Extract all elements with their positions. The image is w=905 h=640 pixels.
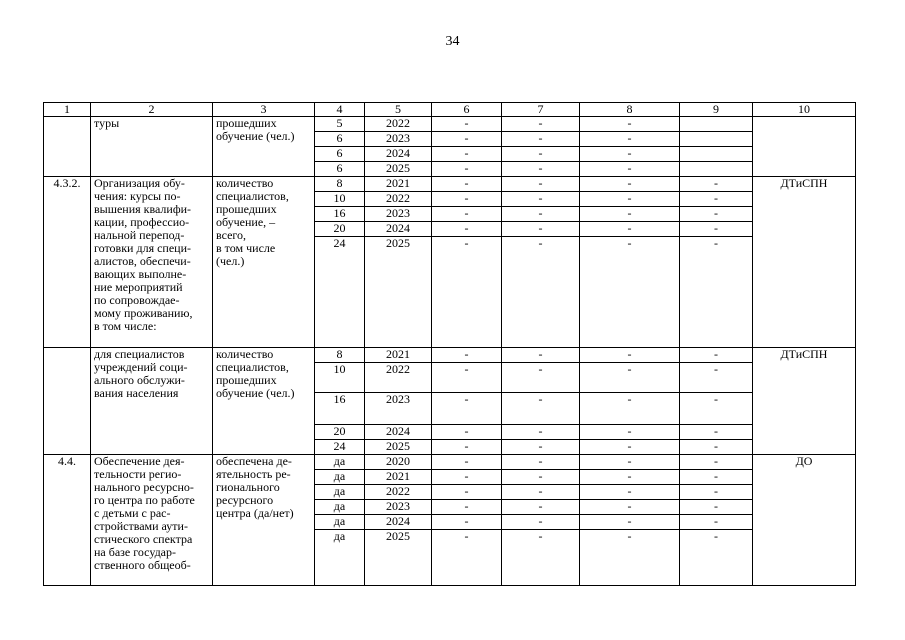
col7-cell: - xyxy=(502,222,580,237)
year-cell: 2021 xyxy=(365,348,432,363)
col6-cell: - xyxy=(432,222,502,237)
col8-cell: - xyxy=(580,117,680,132)
col9-cell: - xyxy=(680,222,753,237)
col7-cell: - xyxy=(502,440,580,455)
col6-cell: - xyxy=(432,117,502,132)
page-number: 34 xyxy=(445,34,460,49)
col9-cell: - xyxy=(680,348,753,363)
responsible-cell: ДТиСПН xyxy=(753,177,856,348)
col6-cell: - xyxy=(432,425,502,440)
header-cell: 2 xyxy=(91,103,213,117)
col9-cell: - xyxy=(680,177,753,192)
col9-cell xyxy=(680,117,753,132)
item-number-cell: 4.3.2. xyxy=(44,177,91,348)
col8-cell: - xyxy=(580,500,680,515)
col7-cell: - xyxy=(502,363,580,393)
col9-cell: - xyxy=(680,455,753,470)
table-row xyxy=(44,117,856,132)
year-cell: 2022 xyxy=(365,117,432,132)
col9-cell: - xyxy=(680,530,753,586)
col9-cell: - xyxy=(680,207,753,222)
value-cell: 6 xyxy=(315,132,365,147)
header-cell: 7 xyxy=(502,103,580,117)
col8-cell: - xyxy=(580,440,680,455)
value-cell: да xyxy=(315,485,365,500)
header-cell: 10 xyxy=(753,103,856,117)
col6-cell: - xyxy=(432,455,502,470)
col6-cell: - xyxy=(432,162,502,177)
header-cell: 3 xyxy=(213,103,315,117)
col9-cell: - xyxy=(680,393,753,425)
indicator-cell: количество специалистов, прошедших обучение (чел.) xyxy=(213,348,315,455)
year-cell: 2021 xyxy=(365,177,432,192)
col9-cell: - xyxy=(680,515,753,530)
header-cell: 5 xyxy=(365,103,432,117)
year-cell: 2025 xyxy=(365,237,432,348)
measure-name-cell: туры xyxy=(91,117,213,177)
header-cell: 9 xyxy=(680,103,753,117)
year-cell: 2022 xyxy=(365,485,432,500)
col6-cell: - xyxy=(432,530,502,586)
year-cell: 2023 xyxy=(365,500,432,515)
col8-cell: - xyxy=(580,162,680,177)
year-cell: 2022 xyxy=(365,363,432,393)
table-row xyxy=(44,177,856,192)
year-cell: 2024 xyxy=(365,425,432,440)
col6-cell: - xyxy=(432,515,502,530)
col8-cell: - xyxy=(580,147,680,162)
col6-cell: - xyxy=(432,147,502,162)
col8-cell: - xyxy=(580,425,680,440)
col9-cell xyxy=(680,147,753,162)
table-row xyxy=(44,348,856,363)
col7-cell: - xyxy=(502,515,580,530)
col8-cell: - xyxy=(580,515,680,530)
col9-cell: - xyxy=(680,363,753,393)
value-cell: 5 xyxy=(315,117,365,132)
header-cell: 6 xyxy=(432,103,502,117)
col7-cell: - xyxy=(502,207,580,222)
col8-cell: - xyxy=(580,192,680,207)
value-cell: да xyxy=(315,530,365,586)
col7-cell: - xyxy=(502,147,580,162)
value-cell: 16 xyxy=(315,207,365,222)
year-cell: 2025 xyxy=(365,530,432,586)
year-cell: 2023 xyxy=(365,132,432,147)
header-cell: 1 xyxy=(44,103,91,117)
value-cell: 20 xyxy=(315,425,365,440)
col8-cell: - xyxy=(580,470,680,485)
indicator-cell: количество специалистов, прошедших обучение, – всего, в том числе (чел.) xyxy=(213,177,315,348)
col7-cell: - xyxy=(502,237,580,348)
col8-cell: - xyxy=(580,177,680,192)
measure-name-cell: Организация обу- чения: курсы по- вышения квалифи- кации, профессио- нальной перепод- готовки для специ- алистов, обеспечи- вающих выполне- ние мероприятий по сопровождае- мому проживанию, в том числе: xyxy=(91,177,213,348)
col8-cell: - xyxy=(580,530,680,586)
col6-cell: - xyxy=(432,470,502,485)
col6-cell: - xyxy=(432,500,502,515)
col9-cell: - xyxy=(680,237,753,348)
col7-cell: - xyxy=(502,455,580,470)
col7-cell: - xyxy=(502,485,580,500)
col8-cell: - xyxy=(580,455,680,470)
col6-cell: - xyxy=(432,192,502,207)
value-cell: 10 xyxy=(315,363,365,393)
col7-cell: - xyxy=(502,530,580,586)
col8-cell: - xyxy=(580,485,680,500)
col8-cell: - xyxy=(580,393,680,425)
col9-cell: - xyxy=(680,470,753,485)
value-cell: да xyxy=(315,470,365,485)
value-cell: 6 xyxy=(315,162,365,177)
year-cell: 2024 xyxy=(365,222,432,237)
column-number-row xyxy=(44,103,856,117)
measure-name-cell: для специалистов учреждений соци- ального обслужи- вания населения xyxy=(91,348,213,455)
value-cell: да xyxy=(315,515,365,530)
value-cell: 16 xyxy=(315,393,365,425)
year-cell: 2023 xyxy=(365,207,432,222)
col7-cell: - xyxy=(502,393,580,425)
indicator-cell: прошедших обучение (чел.) xyxy=(213,117,315,177)
col9-cell: - xyxy=(680,192,753,207)
col8-cell: - xyxy=(580,363,680,393)
value-cell: 6 xyxy=(315,147,365,162)
col6-cell: - xyxy=(432,132,502,147)
responsible-cell: ДО xyxy=(753,455,856,586)
col9-cell: - xyxy=(680,500,753,515)
plan-table xyxy=(43,102,856,586)
value-cell: 10 xyxy=(315,192,365,207)
col6-cell: - xyxy=(432,348,502,363)
col8-cell: - xyxy=(580,222,680,237)
col7-cell: - xyxy=(502,132,580,147)
year-cell: 2021 xyxy=(365,470,432,485)
year-cell: 2020 xyxy=(365,455,432,470)
year-cell: 2024 xyxy=(365,515,432,530)
header-cell: 4 xyxy=(315,103,365,117)
col8-cell: - xyxy=(580,207,680,222)
col7-cell: - xyxy=(502,162,580,177)
col7-cell: - xyxy=(502,117,580,132)
col6-cell: - xyxy=(432,440,502,455)
value-cell: 20 xyxy=(315,222,365,237)
value-cell: 24 xyxy=(315,237,365,348)
measure-name-cell: Обеспечение дея- тельности регио- нального ресурсно- го центра по работе с детьми с рас- стройствами аути- стического спектра на базе государ- ственного общеоб- xyxy=(91,455,213,586)
col6-cell: - xyxy=(432,207,502,222)
value-cell: 8 xyxy=(315,177,365,192)
col7-cell: - xyxy=(502,425,580,440)
item-number-cell xyxy=(44,348,91,455)
col9-cell: - xyxy=(680,440,753,455)
year-cell: 2024 xyxy=(365,147,432,162)
col6-cell: - xyxy=(432,177,502,192)
value-cell: да xyxy=(315,500,365,515)
col8-cell: - xyxy=(580,132,680,147)
value-cell: 8 xyxy=(315,348,365,363)
col9-cell xyxy=(680,132,753,147)
col8-cell: - xyxy=(580,348,680,363)
col6-cell: - xyxy=(432,237,502,348)
item-number-cell: 4.4. xyxy=(44,455,91,586)
col9-cell: - xyxy=(680,425,753,440)
item-number-cell xyxy=(44,117,91,177)
value-cell: 24 xyxy=(315,440,365,455)
col6-cell: - xyxy=(432,363,502,393)
year-cell: 2023 xyxy=(365,393,432,425)
year-cell: 2022 xyxy=(365,192,432,207)
col7-cell: - xyxy=(502,500,580,515)
year-cell: 2025 xyxy=(365,440,432,455)
header-cell: 8 xyxy=(580,103,680,117)
table-row xyxy=(44,455,856,470)
col6-cell: - xyxy=(432,393,502,425)
indicator-cell: обеспечена де- ятельность ре- гионального ресурсного центра (да/нет) xyxy=(213,455,315,586)
year-cell: 2025 xyxy=(365,162,432,177)
value-cell: да xyxy=(315,455,365,470)
col8-cell: - xyxy=(580,237,680,348)
responsible-cell xyxy=(753,117,856,177)
col7-cell: - xyxy=(502,470,580,485)
col7-cell: - xyxy=(502,348,580,363)
col7-cell: - xyxy=(502,177,580,192)
col7-cell: - xyxy=(502,192,580,207)
responsible-cell: ДТиСПН xyxy=(753,348,856,455)
col9-cell xyxy=(680,162,753,177)
col6-cell: - xyxy=(432,485,502,500)
col9-cell: - xyxy=(680,485,753,500)
